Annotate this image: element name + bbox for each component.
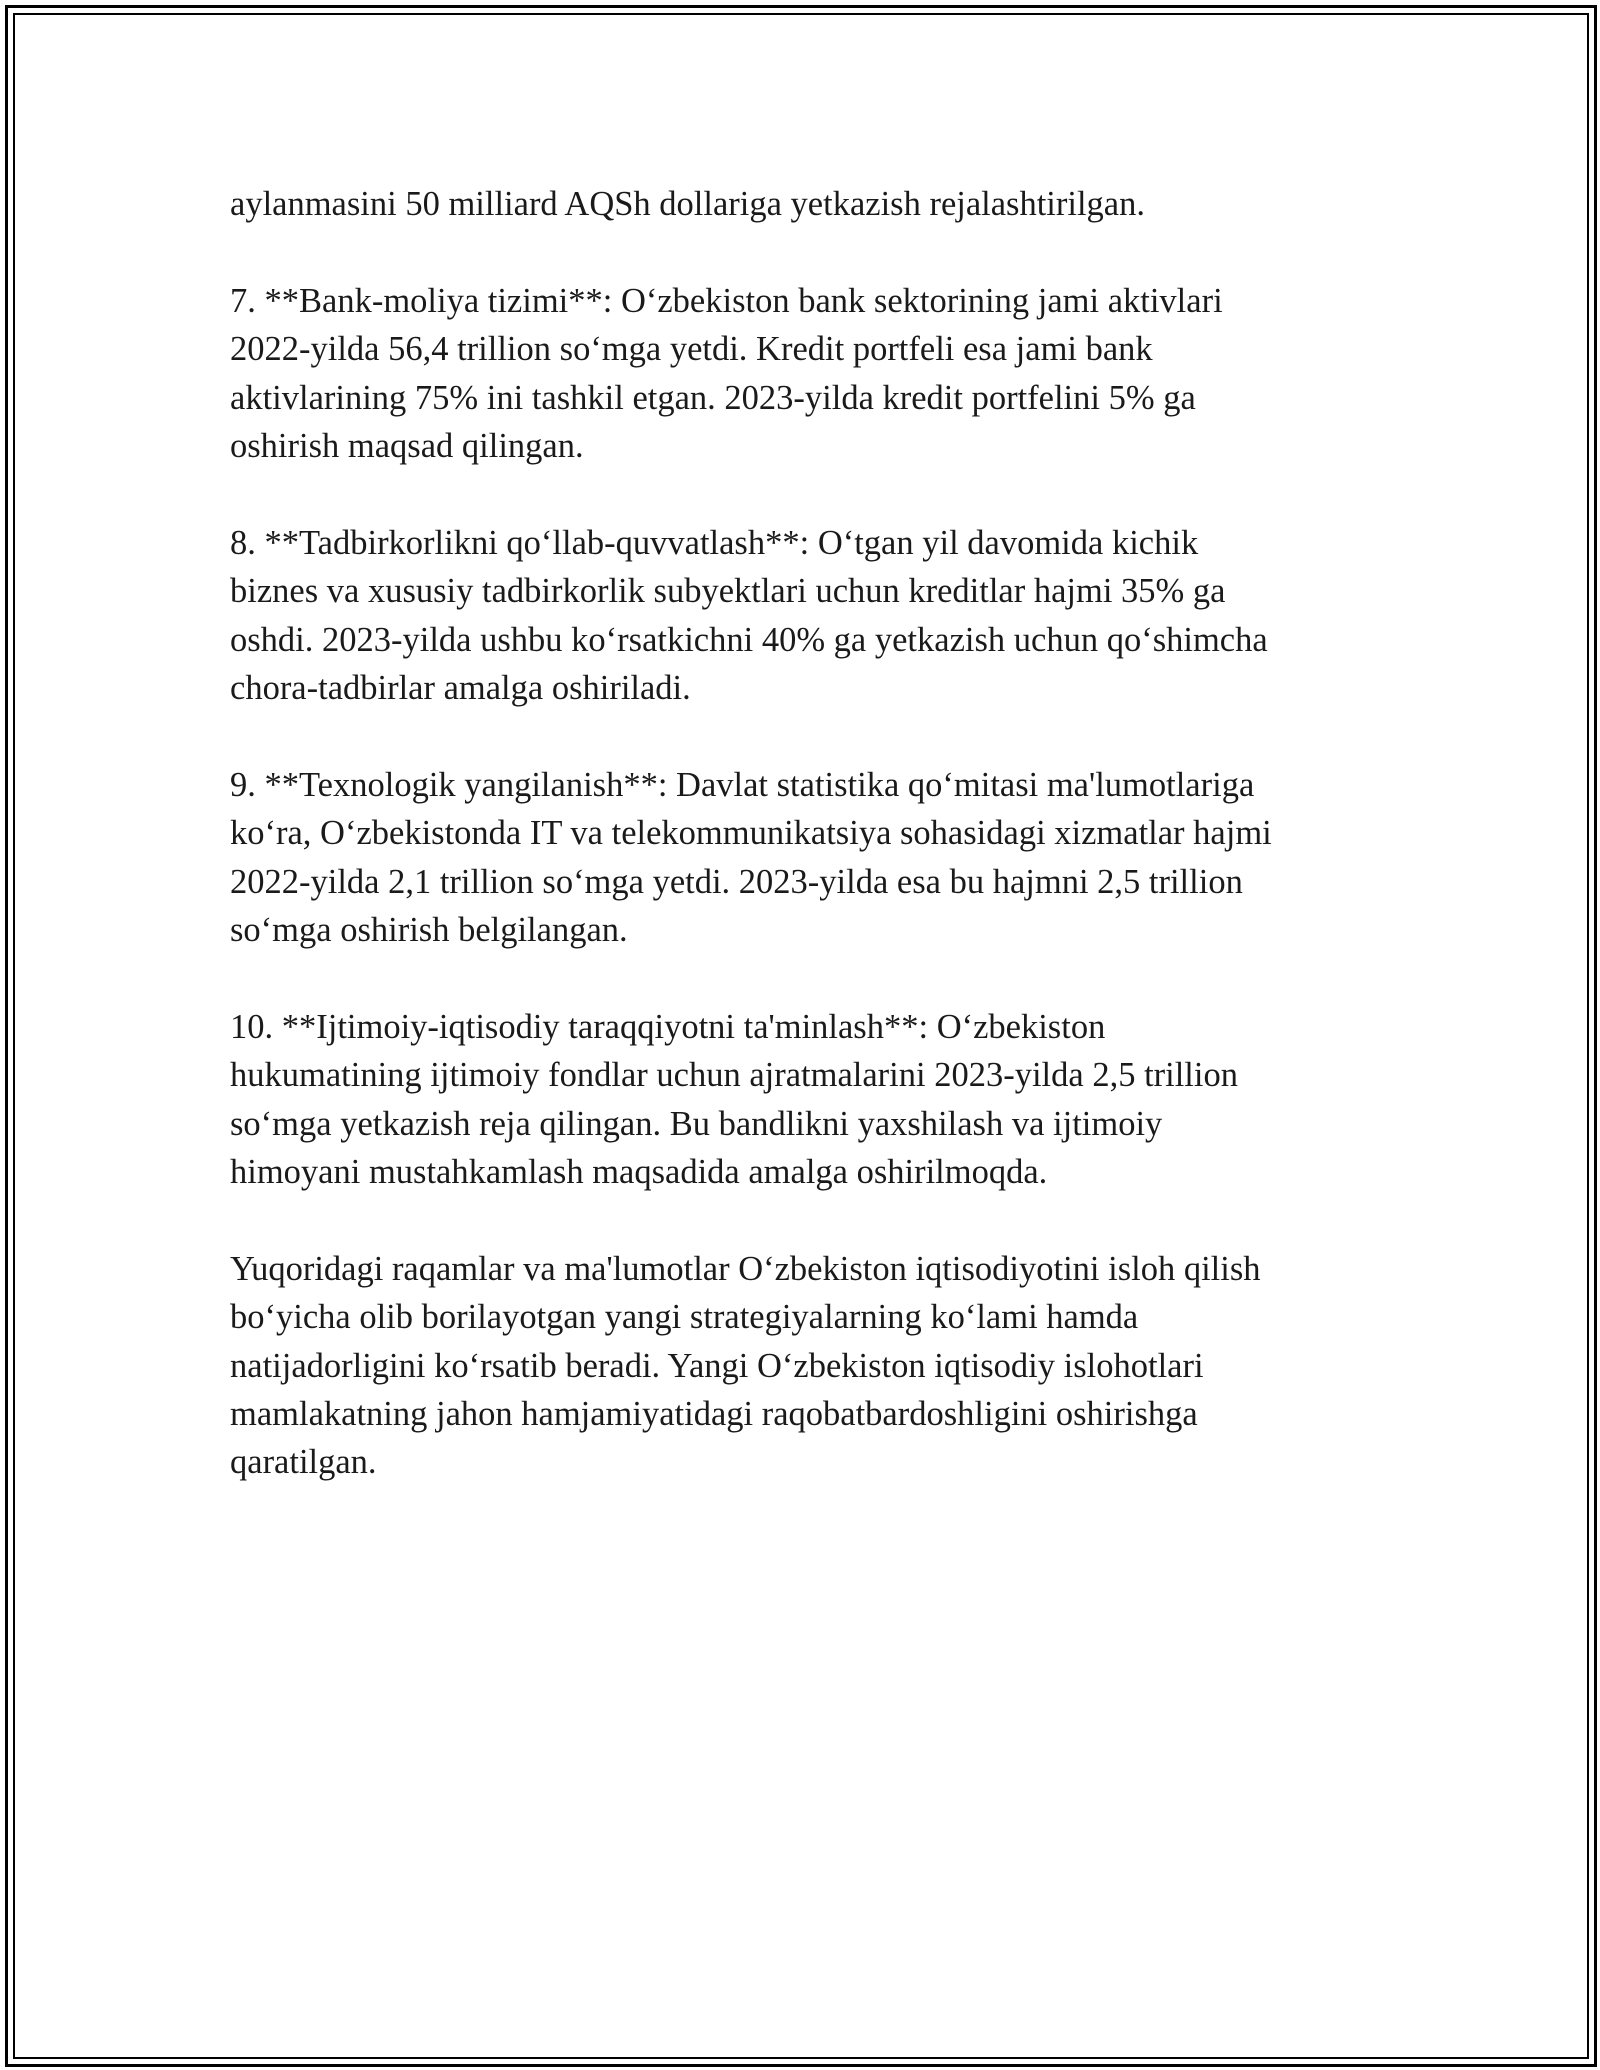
- paragraph-conclusion: Yuqoridagi raqamlar va ma'lumotlar O‘zbekiston iqtisodiyotini isloh qilish bo‘yicha olib borilayotgan yangi strategiyalarning ko‘lami hamda natijadorligini ko‘rsatib beradi. Yangi O‘zbekiston iqtisodiy islohotlari mamlakatning jahon hamjamiyatidagi raqobatbardoshligini oshirishga qaratilgan.: [230, 1249, 1261, 1482]
- paragraph-bank-finance-system: 7. **Bank-moliya tizimi**: O‘zbekiston bank sektorining jami aktivlari 2022-yilda 56,4 trillion so‘mga yetdi. Kredit portfeli esa jami bank aktivlarining 75% ini tashkil etgan. 2023-yilda kredit portfelini 5% ga oshirish maqsad qilingan.: [230, 281, 1223, 466]
- paragraph-socio-economic-development: 10. **Ijtimoiy-iqtisodiy taraqqiyotni ta'minlash**: O‘zbekiston hukumatining ijtimoiy fondlar uchun ajratmalarini 2023-yilda 2,5 trillion so‘mga yetkazish reja qilingan. Bu bandlikni yaxshilash va ijtimoiy himoyani mustahkamlash maqsadida amalga oshirilmoqda.: [230, 1007, 1238, 1192]
- paragraph-continuation: aylanmasini 50 milliard AQSh dollariga yetkazish rejalashtirilgan.: [230, 185, 1145, 223]
- document-body: [230, 180, 1360, 1535]
- paragraph-technological-renewal: 9. **Texnologik yangilanish**: Davlat statistika qo‘mitasi ma'lumotlariga ko‘ra, O‘zbekistonda IT va telekommunikatsiya sohasidagi xizmatlar hajmi 2022-yilda 2,1 trillion so‘mga yetdi. 2023-yilda esa bu hajmni 2,5 trillion so‘mga oshirish belgilangan.: [230, 765, 1272, 950]
- paragraph-entrepreneurship-support: 8. **Tadbirkorlikni qo‘llab-quvvatlash**: O‘tgan yil davomida kichik biznes va xususiy tadbirkorlik subyektlari uchun kreditlar hajmi 35% ga oshdi. 2023-yilda ushbu ko‘rsatkichni 40% ga yetkazish uchun qo‘shimcha chora-tadbirlar amalga oshiriladi.: [230, 523, 1268, 708]
